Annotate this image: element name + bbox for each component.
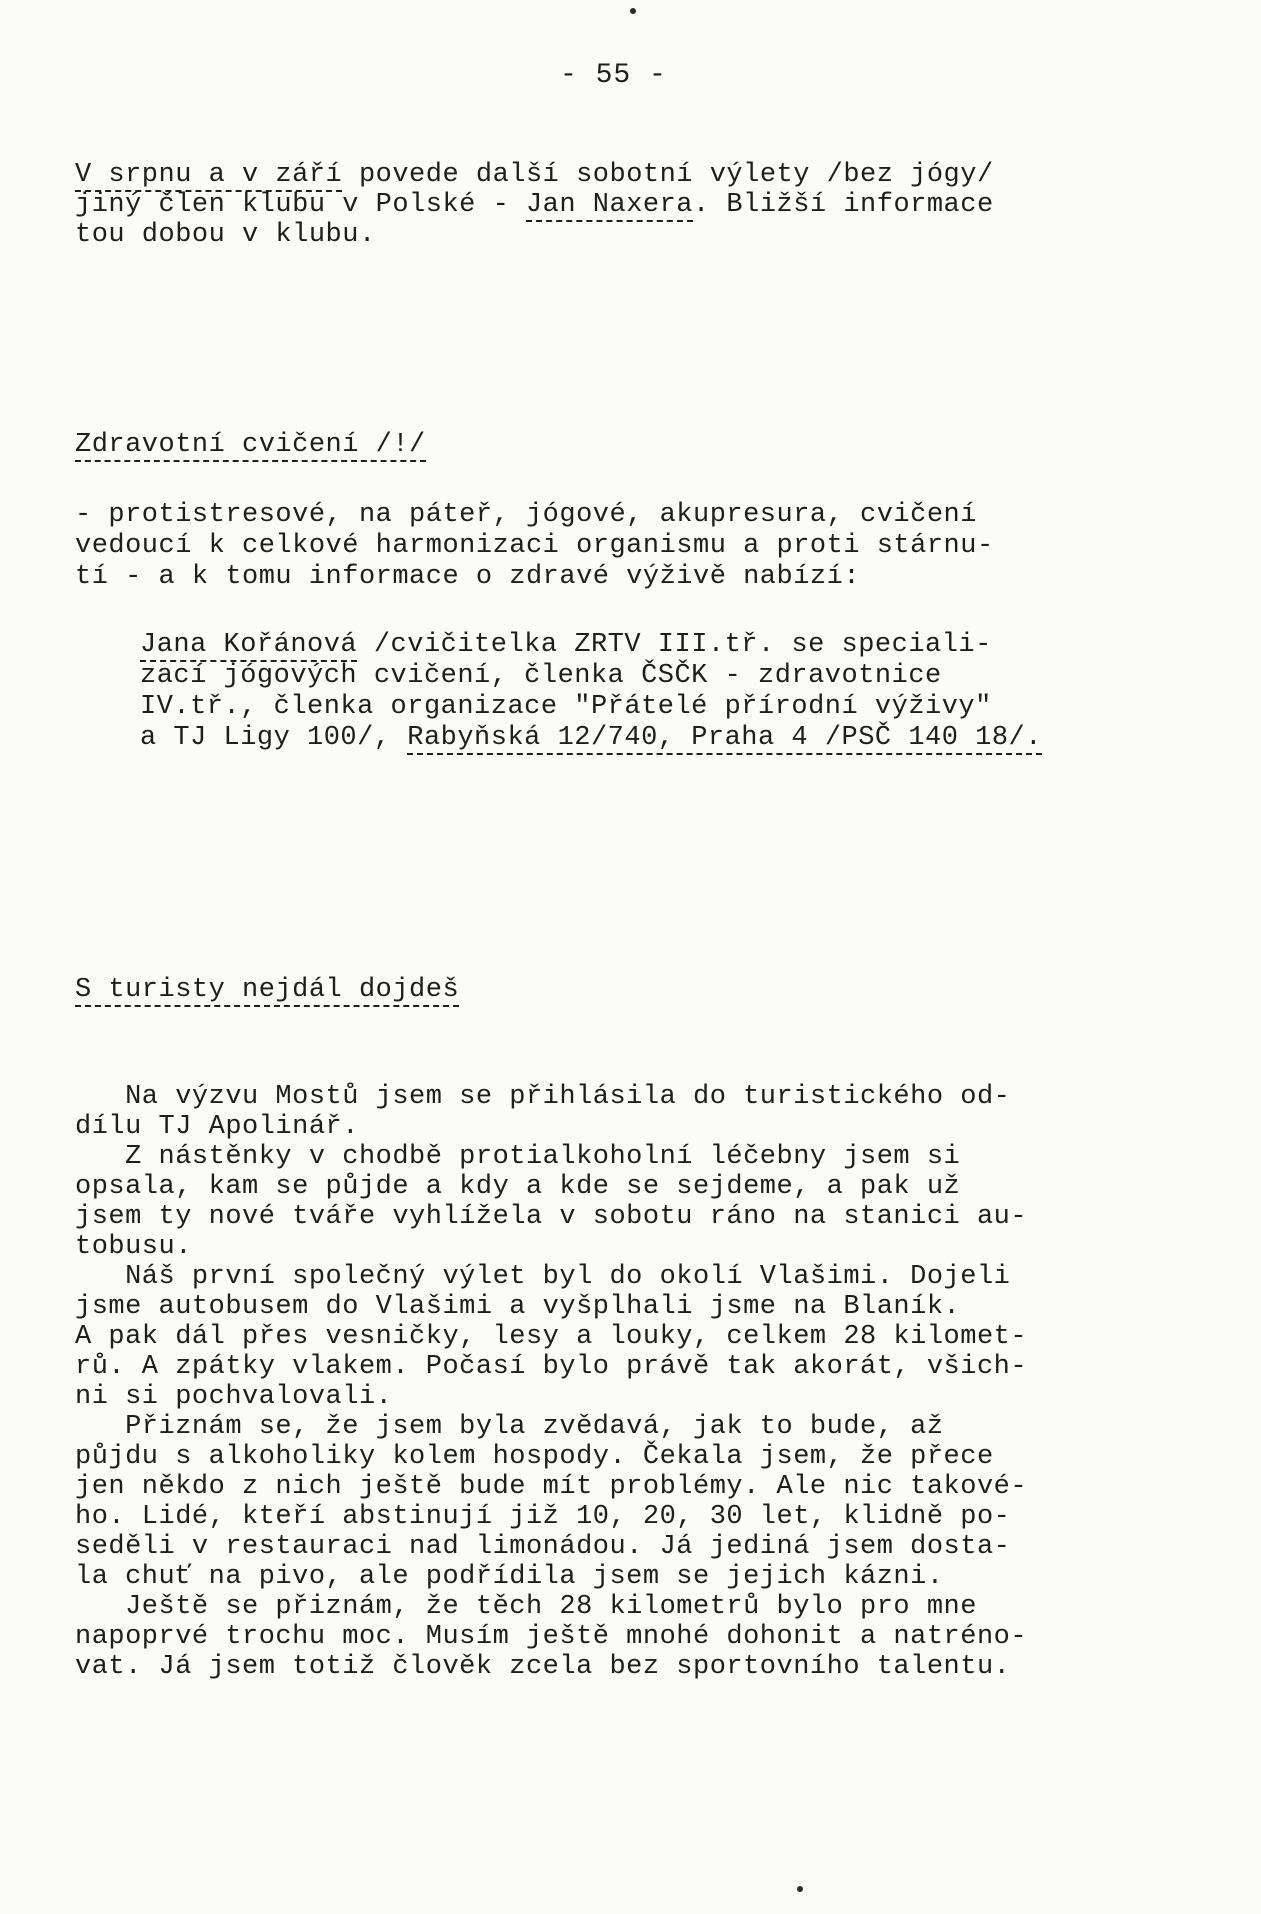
text-line: a TJ Ligy 100/, Rabyňská 12/740, Praha 4 /PSČ 140 18/. xyxy=(140,723,1042,753)
section-heading-exercise: Zdravotní cvičení /!/ xyxy=(75,430,426,460)
text-line: tobusu. xyxy=(75,1232,192,1262)
text-line: A pak dál přes vesničky, lesy a louky, celkem 28 kilomet- xyxy=(75,1322,1028,1352)
text-line: jsem ty nové tváře vyhlížela v sobotu ráno na stanici au- xyxy=(75,1202,1028,1232)
text-line: jsme autobusem do Vlašimi a vyšplhali jsme na Blaník. xyxy=(75,1292,961,1322)
text-line: zací jógových cvičení, členka ČSČK - zdravotnice xyxy=(140,661,942,691)
underlined-address: Rabyňská 12/740, Praha 4 /PSČ 140 18/. xyxy=(407,723,1042,753)
section-heading-tourists: S turisty nejdál dojdeš xyxy=(75,975,460,1005)
text-line: napoprvé trochu moc. Musím ještě mnohé dohonit a natréno- xyxy=(75,1622,1028,1652)
text-line: vat. Já jsem totiž člověk zcela bez sportovního talentu. xyxy=(75,1652,1011,1682)
text-line: Jana Kořánová /cvičitelka ZRTV III.tř. se speciali- xyxy=(140,630,992,660)
text-line: Ještě se přiznám, že těch 28 kilometrů bylo pro mne xyxy=(75,1592,977,1622)
text-line: rů. A zpátky vlakem. Počasí bylo právě tak akorát, všich- xyxy=(75,1352,1028,1382)
text-line: opsala, kam se půjde a kdy a kde se sejdeme, a pak už xyxy=(75,1172,961,1202)
text-line: ho. Lidé, kteří abstinují již 10, 20, 30 let, klidně po- xyxy=(75,1502,1011,1532)
text-line: jiný člen klubu v Polské - Jan Naxera. Bližší informace xyxy=(75,190,994,220)
underlined-name: Jan Naxera xyxy=(525,190,694,220)
text-line: ni si pochvalovali. xyxy=(75,1382,393,1412)
text-line: seděli v restauraci nad limonádou. Já jediná jsem dosta- xyxy=(75,1532,1011,1562)
underlined-phrase: V srpnu a v září xyxy=(75,160,343,190)
text-line: dílu TJ Apolinář. xyxy=(75,1112,359,1142)
text-line: Přiznám se, že jsem byla zvědavá, jak to bude, až xyxy=(75,1412,944,1442)
text-line: - protistresové, na páteř, jógové, akupresura, cvičení xyxy=(75,500,977,530)
top-speck xyxy=(630,8,636,14)
text-line: tou dobou v klubu. xyxy=(75,220,376,250)
text-line: Náš první společný výlet byl do okolí Vlašimi. Dojeli xyxy=(75,1262,1011,1292)
underlined-name: Jana Kořánová xyxy=(140,630,358,660)
page-number: - 55 - xyxy=(560,60,667,91)
text-line: la chuť na pivo, ale podřídila jsem se jejich kázni. xyxy=(75,1562,944,1592)
bottom-speck xyxy=(797,1886,803,1892)
text-line: jen někdo z nich ještě bude mít problémy. Ale nic takové- xyxy=(75,1472,1028,1502)
text-line: IV.tř., členka organizace "Přátelé přírodní výživy" xyxy=(140,692,992,722)
text-line: Z nástěnky v chodbě protialkoholní léčebny jsem si xyxy=(75,1142,961,1172)
text-line: půjdu s alkoholiky kolem hospody. Čekala jsem, že přece xyxy=(75,1442,994,1472)
text-line: Na výzvu Mostů jsem se přihlásila do turistického od- xyxy=(75,1082,1011,1112)
text-line: tí - a k tomu informace o zdravé výživě nabízí: xyxy=(75,562,861,592)
text-line: vedoucí k celkové harmonizaci organismu a proti stárnu- xyxy=(75,531,994,561)
text-line: V srpnu a v září povede další sobotní výlety /bez jógy/ xyxy=(75,160,994,190)
